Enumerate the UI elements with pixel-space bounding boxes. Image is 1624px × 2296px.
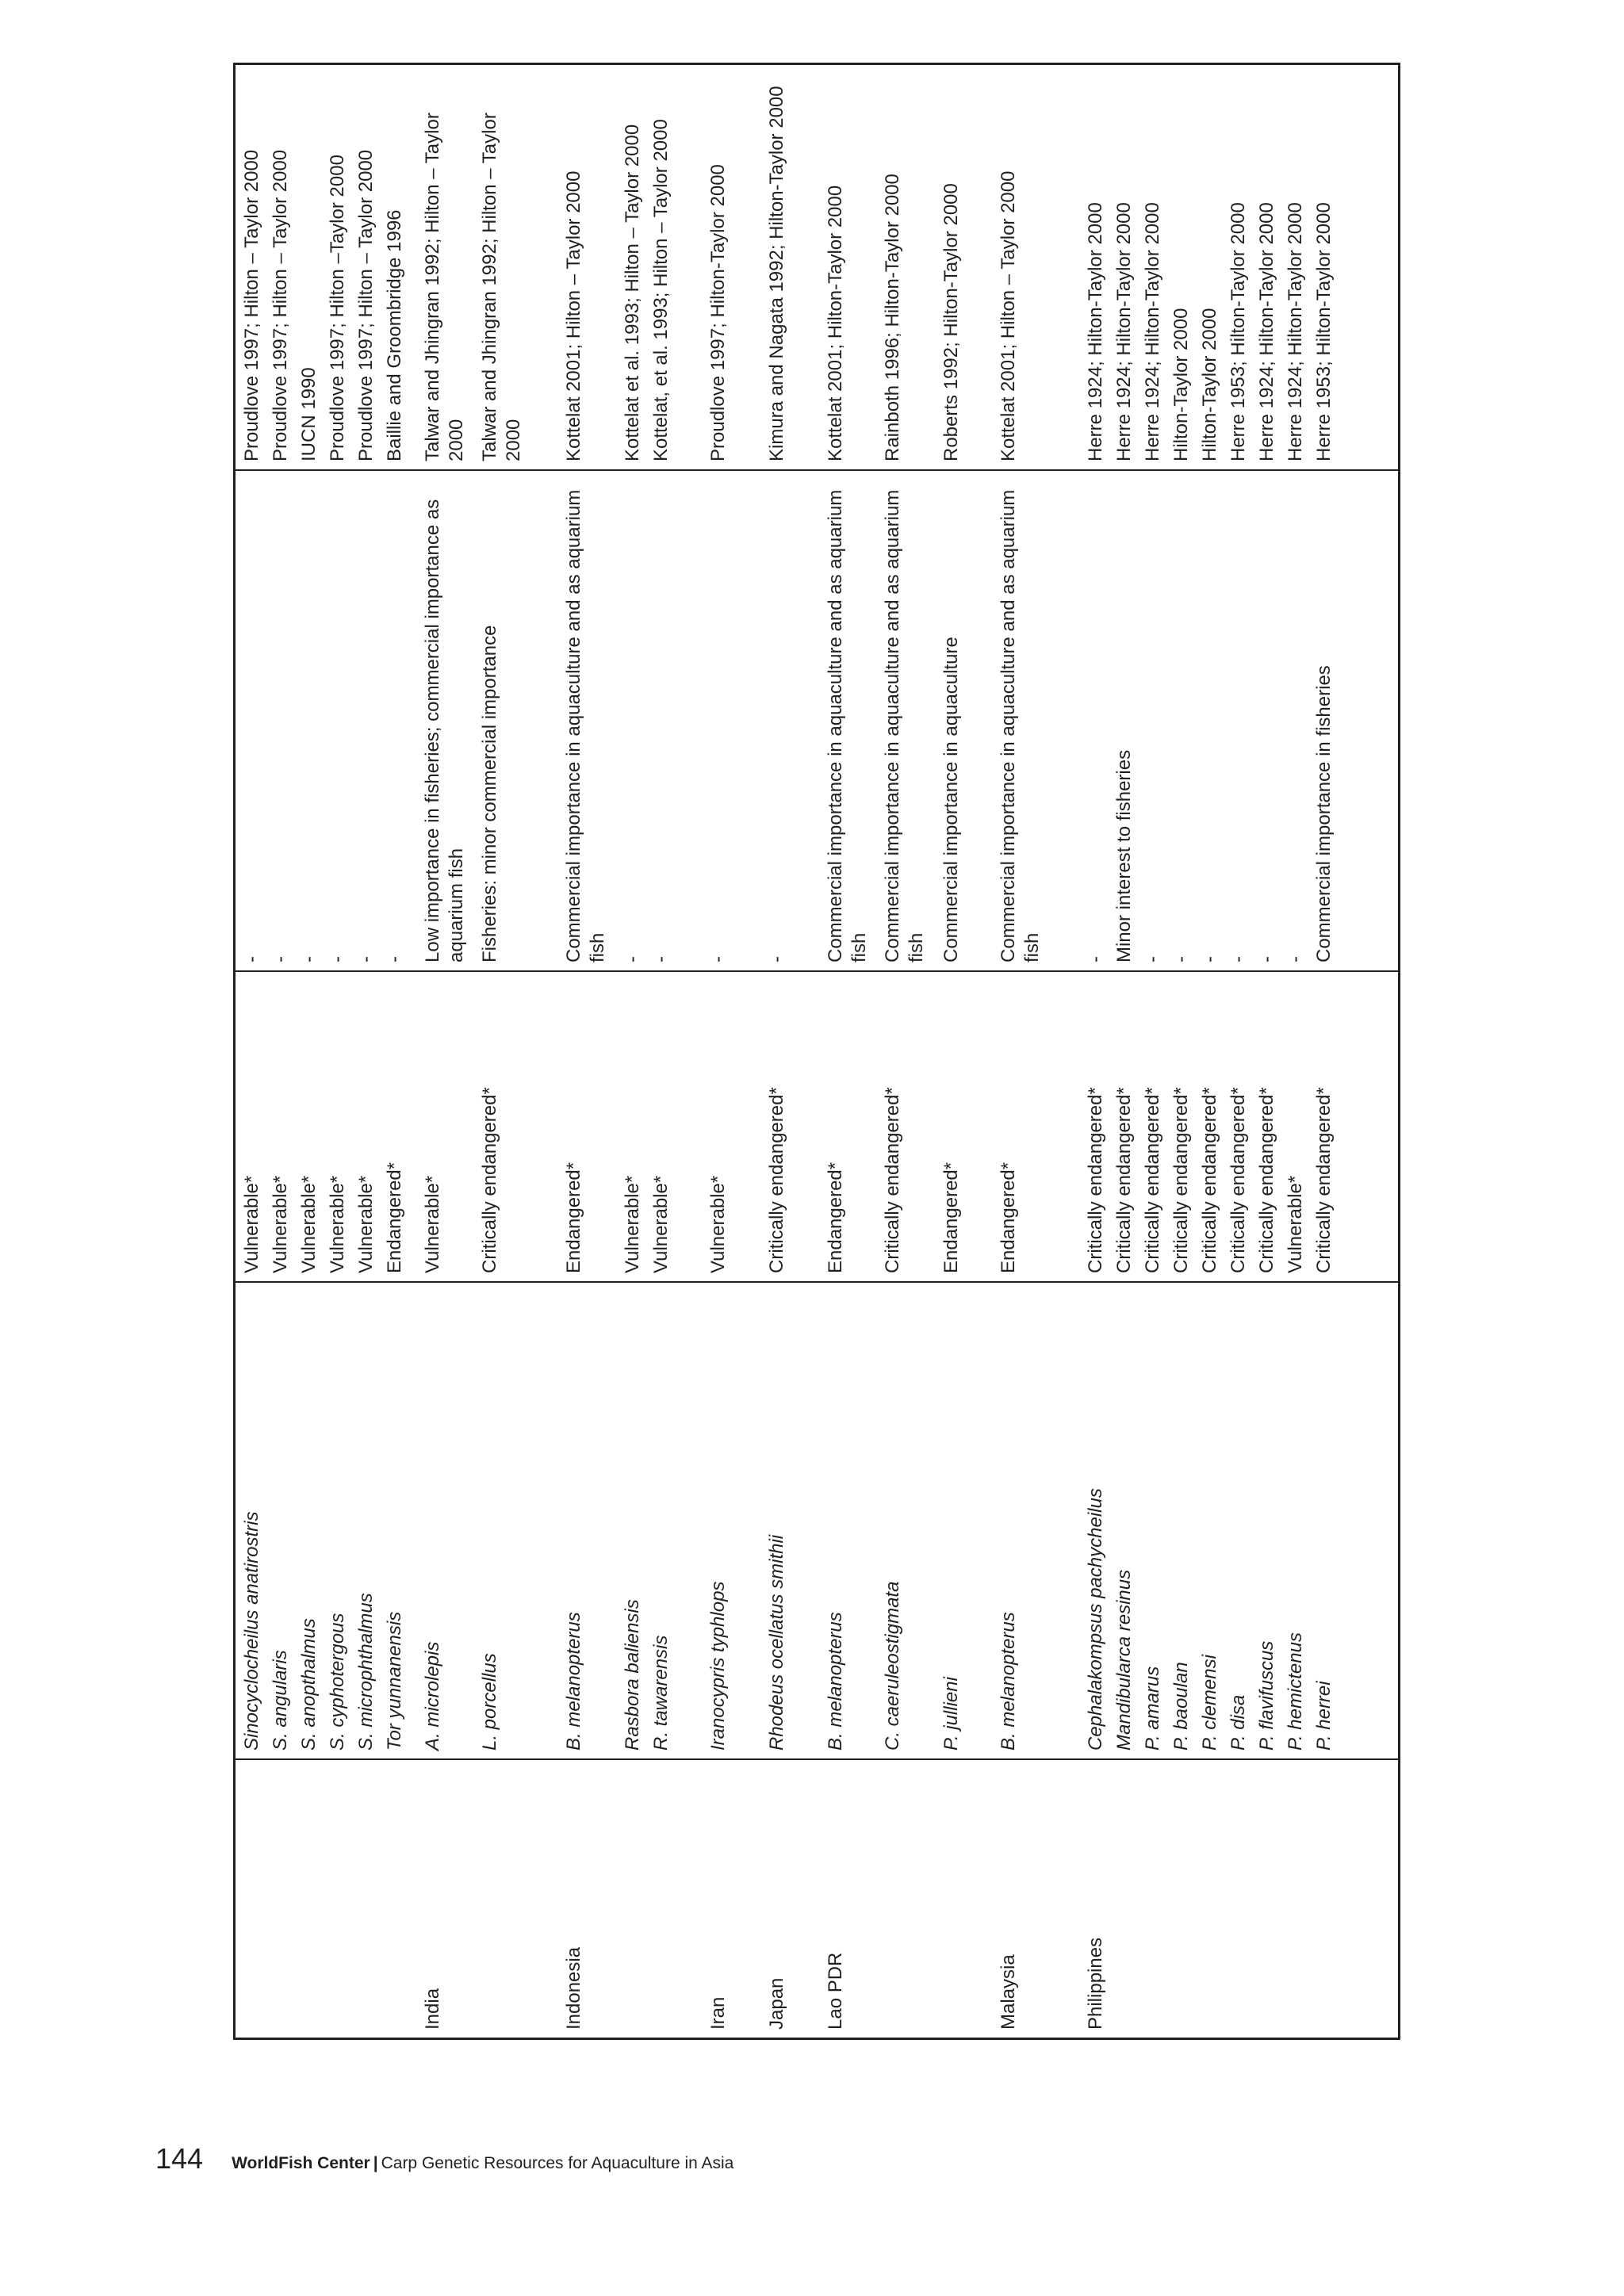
reference-cell: Herre 1924; Hilton-Taylor 2000: [1138, 64, 1166, 471]
country-cell: [351, 1759, 380, 2039]
table-row: [936, 64, 994, 2039]
reference-cell: Hilton-Taylor 2000: [1195, 64, 1224, 471]
importance-cell: -: [351, 470, 380, 971]
country-cell: [323, 1759, 351, 2039]
country-cell: [1138, 1759, 1166, 2039]
status-cell: Endangered*: [936, 971, 994, 1282]
reference-cell: Kottelat et al. 1993; Hilton – Taylor 2000: [618, 64, 646, 471]
species-cell: P. baoulan: [1166, 1282, 1195, 1759]
table-row: [1166, 64, 1195, 2039]
importance-cell: -: [703, 470, 762, 971]
country-cell: [1166, 1759, 1195, 2039]
table-row: [323, 64, 351, 2039]
reference-cell: Roberts 1992; Hilton-Taylor 2000: [936, 64, 994, 471]
status-cell: Vulnerable*: [266, 971, 294, 1282]
species-cell: P. herrei: [1309, 1282, 1400, 1759]
importance-cell: -: [1081, 470, 1109, 971]
species-cell: S. cyphotergous: [323, 1282, 351, 1759]
importance-cell: -: [1166, 470, 1195, 971]
country-cell: [294, 1759, 323, 2039]
reference-cell: Proudlove 1997; Hilton – Taylor 2000: [351, 64, 380, 471]
importance-cell: -: [266, 470, 294, 971]
status-cell: Vulnerable*: [618, 971, 646, 1282]
table-row: [1281, 64, 1309, 2039]
species-cell: S. angularis: [266, 1282, 294, 1759]
country-cell: [1109, 1759, 1138, 2039]
status-cell: Vulnerable*: [646, 971, 703, 1282]
table-row: [878, 64, 936, 2039]
status-cell: Critically endangered*: [1138, 971, 1166, 1282]
reference-cell: Herre 1924; Hilton-Taylor 2000: [1081, 64, 1109, 471]
reference-cell: Proudlove 1997; Hilton – Taylor 2000: [235, 64, 266, 471]
status-cell: Vulnerable*: [351, 971, 380, 1282]
species-cell: P. disa: [1224, 1282, 1252, 1759]
reference-cell: Talwar and Jhingran 1992; Hilton – Taylor 2000: [475, 64, 559, 471]
country-cell: [1195, 1759, 1224, 2039]
species-cell: B. melanopterus: [559, 1282, 618, 1759]
table-row: [1138, 64, 1166, 2039]
species-cell: P. jullieni: [936, 1282, 994, 1759]
country-cell: [1224, 1759, 1252, 2039]
status-cell: Critically endangered*: [1166, 971, 1195, 1282]
status-cell: Vulnerable*: [323, 971, 351, 1282]
status-cell: Endangered*: [380, 971, 418, 1282]
importance-cell: -: [1138, 470, 1166, 971]
table-row: [1081, 64, 1109, 2039]
importance-cell: Commercial importance in aquaculture and as aquarium fish: [559, 470, 618, 971]
reference-cell: IUCN 1990: [294, 64, 323, 471]
country-cell: [878, 1759, 936, 2039]
importance-cell: -: [1252, 470, 1281, 971]
table-row: [418, 64, 475, 2039]
reference-cell: Kottelat 2001; Hilton – Taylor 2000: [559, 64, 618, 471]
species-cell: P. clemensi: [1195, 1282, 1224, 1759]
species-cell: S. anopthalmus: [294, 1282, 323, 1759]
page-number: 144: [155, 2142, 204, 2175]
table-row: [762, 64, 821, 2039]
species-cell: P. amarus: [1138, 1282, 1166, 1759]
importance-cell: -: [646, 470, 703, 971]
importance-cell: Commercial importance in aquaculture and as aquarium fish: [994, 470, 1081, 971]
table-row: [1252, 64, 1281, 2039]
country-cell: [475, 1759, 559, 2039]
status-cell: Vulnerable*: [294, 971, 323, 1282]
species-cell: C. caeruleostigmata: [878, 1282, 936, 1759]
table-row: [618, 64, 646, 2039]
importance-cell: -: [1195, 470, 1224, 971]
table-row: [821, 64, 878, 2039]
reference-cell: Kottelat 2001; Hilton – Taylor 2000: [994, 64, 1081, 471]
reference-cell: Proudlove 1997; Hilton – Taylor 2000: [266, 64, 294, 471]
status-cell: Endangered*: [559, 971, 618, 1282]
importance-cell: Commercial importance in aquaculture: [936, 470, 994, 971]
species-cell: B. melanopterus: [821, 1282, 878, 1759]
reference-cell: Kottelat 2001; Hilton-Taylor 2000: [821, 64, 878, 471]
reference-cell: Baillie and Groombridge 1996: [380, 64, 418, 471]
reference-cell: Proudlove 1997; Hilton-Taylor 2000: [703, 64, 762, 471]
country-cell: Indonesia: [563, 1946, 584, 2030]
status-cell: Critically endangered*: [878, 971, 936, 1282]
table-body: [235, 64, 1400, 2039]
table-row: [1309, 64, 1400, 2039]
species-cell: R. tawarensis: [646, 1282, 703, 1759]
country-cell: Japan: [766, 1977, 787, 2030]
importance-cell: -: [294, 470, 323, 971]
country-cell: [266, 1759, 294, 2039]
table-row: [294, 64, 323, 2039]
table-row: [475, 64, 559, 2039]
reference-cell: Herre 1924; Hilton-Taylor 2000: [1252, 64, 1281, 471]
species-cell: A. microlepis: [418, 1282, 475, 1759]
species-cell: P. hemictenus: [1281, 1282, 1309, 1759]
country-cell: [1281, 1759, 1309, 2039]
table-row: [1224, 64, 1252, 2039]
country-cell: [235, 1759, 266, 2039]
table-row: [1109, 64, 1138, 2039]
country-cell: Iran: [707, 1996, 729, 2030]
table-row: [994, 64, 1081, 2039]
reference-cell: Kottelat, et al. 1993; Hilton – Taylor 2000: [646, 64, 703, 471]
importance-cell: -: [235, 470, 266, 971]
importance-cell: -: [762, 470, 821, 971]
page-footer: [155, 2142, 733, 2177]
table-row: [1195, 64, 1224, 2039]
country-cell: [380, 1759, 418, 2039]
table-row: [646, 64, 703, 2039]
importance-cell: -: [1281, 470, 1309, 971]
rotated-table-container: [233, 86, 1400, 2040]
species-cell: L. porcellus: [475, 1282, 559, 1759]
reference-cell: Rainboth 1996; Hilton-Taylor 2000: [878, 64, 936, 471]
country-cell: [936, 1759, 994, 2039]
status-cell: Critically endangered*: [1195, 971, 1224, 1282]
species-cell: Rhodeus ocellatus smithii: [762, 1282, 821, 1759]
species-cell: Mandibularca resinus: [1109, 1282, 1138, 1759]
status-cell: Vulnerable*: [418, 971, 475, 1282]
reference-cell: Talwar and Jhingran 1992; Hilton – Taylor 2000: [418, 64, 475, 471]
status-cell: Endangered*: [994, 971, 1081, 1282]
species-cell: Iranocypris typhlops: [703, 1282, 762, 1759]
status-cell: Vulnerable*: [1281, 971, 1309, 1282]
reference-cell: Hilton-Taylor 2000: [1166, 64, 1195, 471]
status-cell: Critically endangered*: [1224, 971, 1252, 1282]
species-cell: P. flavifuscus: [1252, 1282, 1281, 1759]
importance-cell: Minor interest to fisheries: [1109, 470, 1138, 971]
species-cell: Sinocyclocheilus anatirostris: [235, 1282, 266, 1759]
status-cell: Critically endangered*: [1309, 971, 1400, 1282]
reference-cell: Herre 1953; Hilton-Taylor 2000: [1309, 64, 1400, 471]
table-row: [559, 64, 618, 2039]
reference-cell: Herre 1924; Hilton-Taylor 2000: [1281, 64, 1309, 471]
status-cell: Endangered*: [821, 971, 878, 1282]
species-cell: Tor yunnanensis: [380, 1282, 418, 1759]
importance-cell: -: [380, 470, 418, 971]
status-cell: Critically endangered*: [475, 971, 559, 1282]
status-cell: Critically endangered*: [1081, 971, 1109, 1282]
table-row: [703, 64, 762, 2039]
country-cell: Malaysia: [998, 1954, 1019, 2030]
species-cell: Cephalakompsus pachycheilus: [1081, 1282, 1109, 1759]
reference-cell: Herre 1924; Hilton-Taylor 2000: [1109, 64, 1138, 471]
status-cell: Critically endangered*: [1109, 971, 1138, 1282]
country-cell: Lao PDR: [825, 1952, 846, 2030]
country-cell: India: [422, 1988, 443, 2030]
footer-separator: |: [373, 2154, 378, 2172]
importance-cell: Commercial importance in fisheries: [1309, 470, 1400, 971]
importance-cell: -: [323, 470, 351, 971]
importance-cell: -: [618, 470, 646, 971]
table-row: [351, 64, 380, 2039]
country-cell: [1252, 1759, 1281, 2039]
importance-cell: Commercial importance in aquaculture and as aquarium fish: [878, 470, 936, 971]
status-cell: Critically endangered*: [762, 971, 821, 1282]
reference-cell: Proudlove 1997; Hilton –Taylor 2000: [323, 64, 351, 471]
country-cell: [618, 1759, 646, 2039]
table-row: [235, 64, 266, 2039]
species-cell: S. microphthalmus: [351, 1282, 380, 1759]
country-cell: [1309, 1759, 1400, 2039]
importance-cell: Fisheries: minor commercial importance: [475, 470, 559, 971]
status-cell: Vulnerable*: [703, 971, 762, 1282]
country-cell: Philippines: [1085, 1937, 1106, 2030]
status-cell: Critically endangered*: [1252, 971, 1281, 1282]
importance-cell: Commercial importance in aquaculture and as aquarium fish: [821, 470, 878, 971]
reference-cell: Herre 1953; Hilton-Taylor 2000: [1224, 64, 1252, 471]
book-title: Carp Genetic Resources for Aquaculture in Asia: [381, 2154, 734, 2172]
status-cell: Vulnerable*: [235, 971, 266, 1282]
importance-cell: Low importance in fisheries; commercial importance as aquarium fish: [418, 470, 475, 971]
endangered-carp-species-table: [233, 63, 1400, 2040]
table-row: [380, 64, 418, 2039]
importance-cell: -: [1224, 470, 1252, 971]
publisher-name: WorldFish Center: [232, 2154, 370, 2172]
country-cell: [646, 1759, 703, 2039]
reference-cell: Kimura and Nagata 1992; Hilton-Taylor 2000: [762, 64, 821, 471]
species-cell: B. melanopterus: [994, 1282, 1081, 1759]
table-row: [266, 64, 294, 2039]
species-cell: Rasbora baliensis: [618, 1282, 646, 1759]
